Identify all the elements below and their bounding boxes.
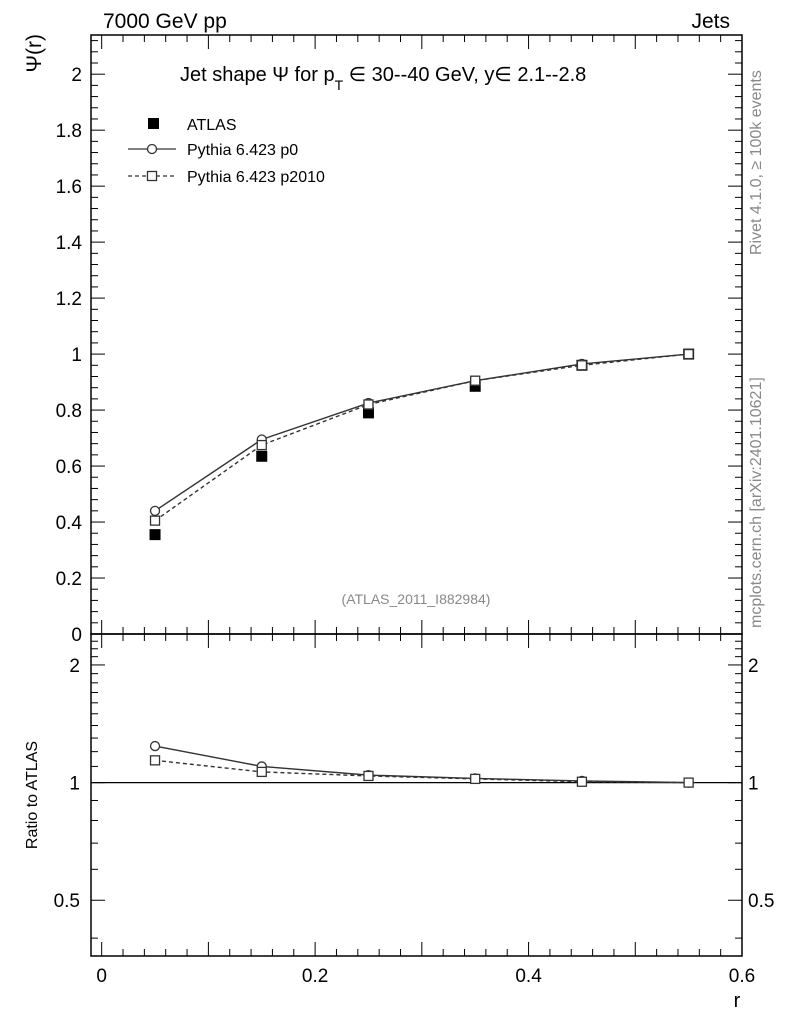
x-axis-label: r: [733, 990, 741, 1012]
main-title-part1: Jet shape Ψ for p: [180, 64, 335, 86]
main-y-tick-label: 0.6: [55, 457, 82, 479]
main-p0-line: [155, 354, 689, 511]
ratio-ticks: [54, 634, 775, 956]
main-y-tick-label: 2: [71, 65, 82, 87]
rivet-label: Rivet 4.1.0, ≥ 100k events: [748, 70, 765, 255]
ratio-frame: [91, 634, 742, 956]
mcplots-label: mcplots.cern.ch [arXiv:2401.10621]: [748, 377, 765, 628]
main-y-tick-label: 1: [71, 345, 82, 367]
main-title-part2: ∈ 30--40 GeV, y∈ 2.1--2.8: [343, 64, 587, 86]
analysis-watermark: (ATLAS_2011_I882984): [341, 591, 491, 607]
main-y-tick-label: 1.6: [55, 177, 82, 199]
main-p2010-point: [151, 516, 160, 525]
ratio-p2010-point: [684, 778, 693, 787]
ratio-series: [151, 742, 694, 788]
ratio-p2010-point: [577, 777, 586, 786]
main-y-tick-label: 0: [71, 625, 82, 646]
x-tick-label: 0.6: [728, 966, 756, 987]
ratio-y-tick-label: 0.5: [53, 891, 80, 913]
main-title-subscript: T: [334, 77, 344, 93]
main-p2010-point: [471, 376, 480, 385]
ratio-y-tick-label: 1: [69, 773, 80, 795]
legend-p2010-label: Pythia 6.423 p2010: [187, 169, 325, 186]
main-series: [150, 349, 695, 541]
ratio-y-tick-label-right: 1: [748, 773, 759, 795]
main-y-tick-label: 0.8: [55, 401, 82, 423]
ratio-y-tick-label-right: 2: [748, 655, 759, 677]
main-atlas-point: [256, 451, 267, 462]
ratio-p2010-point: [257, 767, 266, 776]
main-y-tick-label: 1.8: [55, 121, 82, 143]
main-ylabel: Ψ(r): [23, 34, 46, 73]
main-p2010-point: [364, 400, 373, 409]
ratio-p0-point: [151, 742, 160, 751]
header-left: 7000 GeV pp: [103, 10, 227, 33]
ratio-panel: [24, 634, 774, 1012]
main-atlas-point: [150, 529, 161, 540]
main-panel: [23, 34, 742, 646]
ratio-p2010-point: [471, 774, 480, 783]
ratio-p2010-point: [151, 756, 160, 765]
legend-p2010-marker: [148, 172, 157, 181]
legend-p0-marker: [148, 145, 157, 154]
main-p2010-line: [155, 354, 689, 521]
main-p2010-point: [257, 441, 266, 450]
ratio-p2010-line: [155, 760, 689, 782]
x-tick-label: 0.4: [515, 966, 542, 987]
legend-atlas-marker: [148, 118, 159, 129]
x-tick-label: 0.2: [301, 966, 329, 987]
main-y-tick-label: 0.2: [55, 569, 82, 591]
legend-p0-label: Pythia 6.423 p0: [187, 142, 299, 159]
x-tick-labels: [96, 966, 755, 987]
legend-atlas-label: ATLAS: [187, 117, 237, 134]
main-p2010-point: [684, 350, 693, 359]
x-tick-label: 0: [96, 966, 107, 987]
ratio-ylabel: Ratio to ATLAS: [24, 740, 41, 850]
main-p0-point: [151, 506, 160, 515]
ratio-y-tick-label: 2: [69, 655, 80, 677]
legend: [128, 117, 325, 186]
main-y-tick-label: 1.4: [55, 233, 82, 255]
ratio-y-tick-label-right: 0.5: [748, 891, 775, 913]
main-y-tick-label: 1.2: [55, 289, 82, 311]
header-right: Jets: [691, 10, 730, 33]
main-title: [180, 64, 586, 93]
ratio-p2010-point: [364, 771, 373, 780]
main-y-tick-label: 0.4: [55, 513, 82, 535]
main-p2010-point: [577, 361, 586, 370]
